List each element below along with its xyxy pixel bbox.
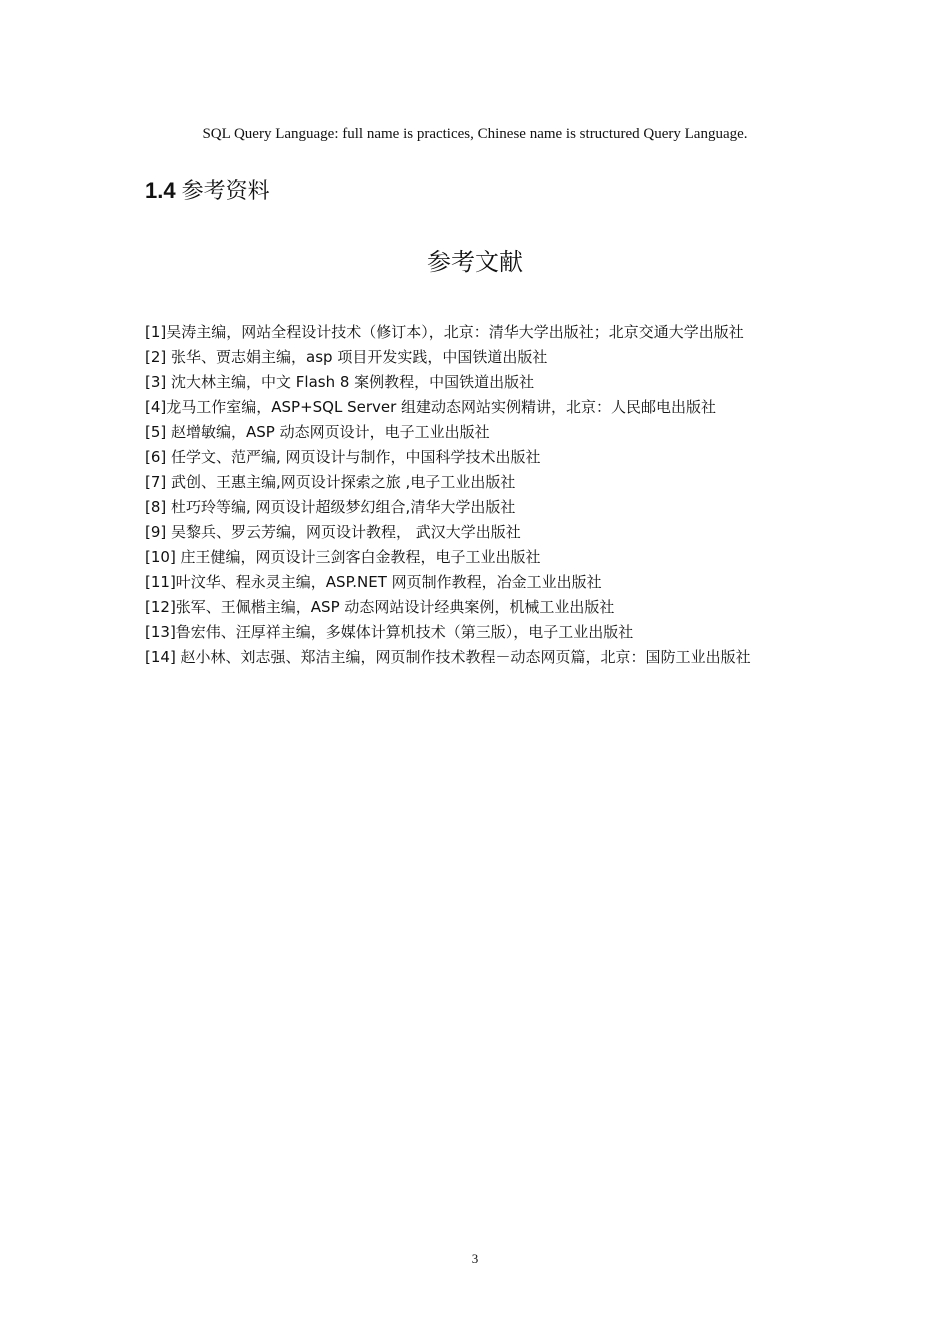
reference-item: [11]叶汶华、程永灵主编，ASP.NET 网页制作教程，冶金工业出版社 (145, 573, 602, 591)
reference-item: [4]龙马工作室编，ASP+SQL Server 组建动态网站实例精讲，北京：人民邮电出版社 (145, 398, 717, 416)
reference-item: [5] 赵增敏编，ASP 动态网页设计，电子工业出版社 (145, 423, 490, 441)
page-number: 3 (471, 1251, 479, 1266)
reference-item: [3] 沈大林主编，中文 Flash 8 案例教程，中国铁道出版社 (145, 373, 535, 391)
intro-paragraph: SQL Query Language: full name is practices, Chinese name is structured Query Language. (202, 126, 748, 142)
reference-item: [12]张军、王佩楷主编，ASP 动态网站设计经典案例，机械工业出版社 (145, 598, 615, 616)
reference-item: [7] 武创、王惠主编,网页设计探索之旅 ,电子工业出版社 (145, 473, 516, 491)
section-title: 参考资料 (181, 178, 270, 203)
reference-item: [14] 赵小林、刘志强、郑洁主编，网页制作技术教程－动态网页篇，北京：国防工业出版社 (145, 648, 751, 666)
references-title: 参考文献 (427, 248, 523, 276)
reference-item: [8] 杜巧玲等编, 网页设计超级梦幻组合,清华大学出版社 (145, 498, 516, 516)
reference-item: [6] 任学文、范严编, 网页设计与制作，中国科学技术出版社 (145, 448, 541, 466)
reference-item: [9] 吴黎兵、罗云芳编，网页设计教程， 武汉大学出版社 (145, 523, 521, 541)
reference-list (145, 320, 805, 670)
section-heading (145, 176, 270, 206)
reference-item: [10] 庄王健编，网页设计三剑客白金教程，电子工业出版社 (145, 548, 541, 566)
reference-item: [2] 张华、贾志娟主编，asp 项目开发实践，中国铁道出版社 (145, 348, 548, 366)
reference-item: [13]鲁宏伟、汪厚祥主编，多媒体计算机技术（第三版），电子工业出版社 (145, 623, 634, 641)
section-number: 1.4 (145, 178, 176, 203)
reference-item: [1]吴涛主编，网站全程设计技术（修订本），北京：清华大学出版社；北京交通大学出版社 (145, 323, 744, 341)
